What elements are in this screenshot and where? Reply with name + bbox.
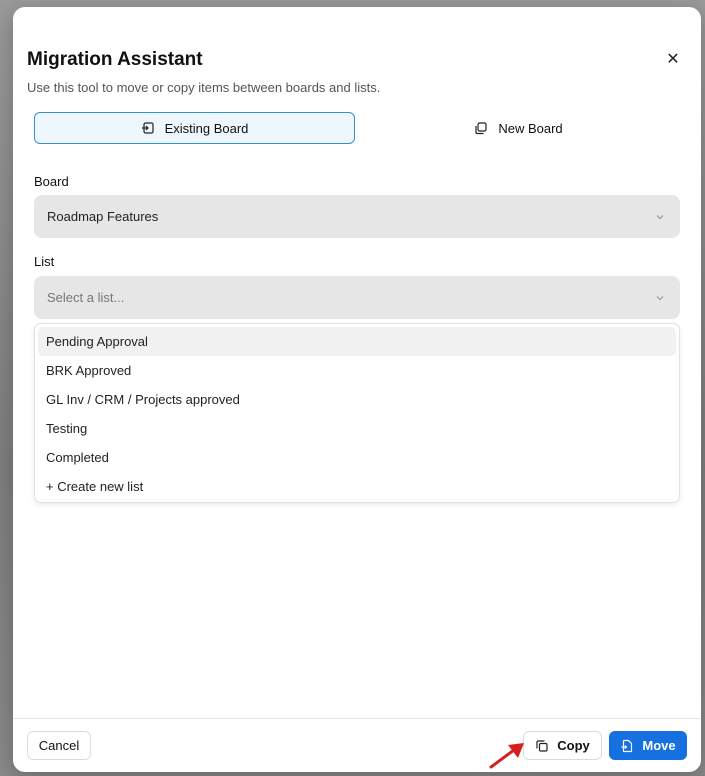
move-button[interactable] [609,731,687,760]
board-enter-icon [141,121,155,135]
board-select-value: Roadmap Features [47,209,159,224]
tab-existing-board-label: Existing Board [164,120,249,136]
close-icon[interactable]: ✕ [666,51,680,68]
list-option[interactable]: Testing [46,421,88,436]
board-mode-tabs [34,112,680,144]
tab-existing-board[interactable] [34,112,355,144]
list-option[interactable]: Pending Approval [38,327,676,356]
list-select[interactable] [34,276,680,319]
copy-board-icon [474,121,488,135]
dialog-subtitle: Use this tool to move or copy items between boards and lists. [27,80,381,95]
tab-new-board-label: New Board [498,120,563,136]
chevron-down-icon [654,292,666,304]
footer-divider [13,718,701,719]
list-option[interactable]: BRK Approved [46,363,132,378]
cancel-button-label: Cancel [38,738,80,753]
create-new-list-option[interactable]: + Create new list [46,479,144,494]
cancel-button[interactable] [27,731,91,760]
dialog-title: Migration Assistant [27,49,203,70]
list-option[interactable]: GL Inv / CRM / Projects approved [46,392,240,407]
red-arrow-annotation [488,740,528,770]
board-select[interactable] [34,195,680,238]
copy-icon [535,739,549,753]
list-select-placeholder: Select a list... [47,290,125,305]
list-label: List [34,254,55,269]
list-dropdown-menu [34,323,680,503]
board-label: Board [34,174,69,189]
move-icon [620,739,634,753]
copy-button-label: Copy [557,738,590,753]
move-button-label: Move [642,738,676,753]
chevron-down-icon [654,211,666,223]
copy-button[interactable] [523,731,602,760]
tab-new-board[interactable] [358,112,679,144]
migration-assistant-dialog [13,7,701,772]
list-option[interactable]: Completed [46,450,109,465]
